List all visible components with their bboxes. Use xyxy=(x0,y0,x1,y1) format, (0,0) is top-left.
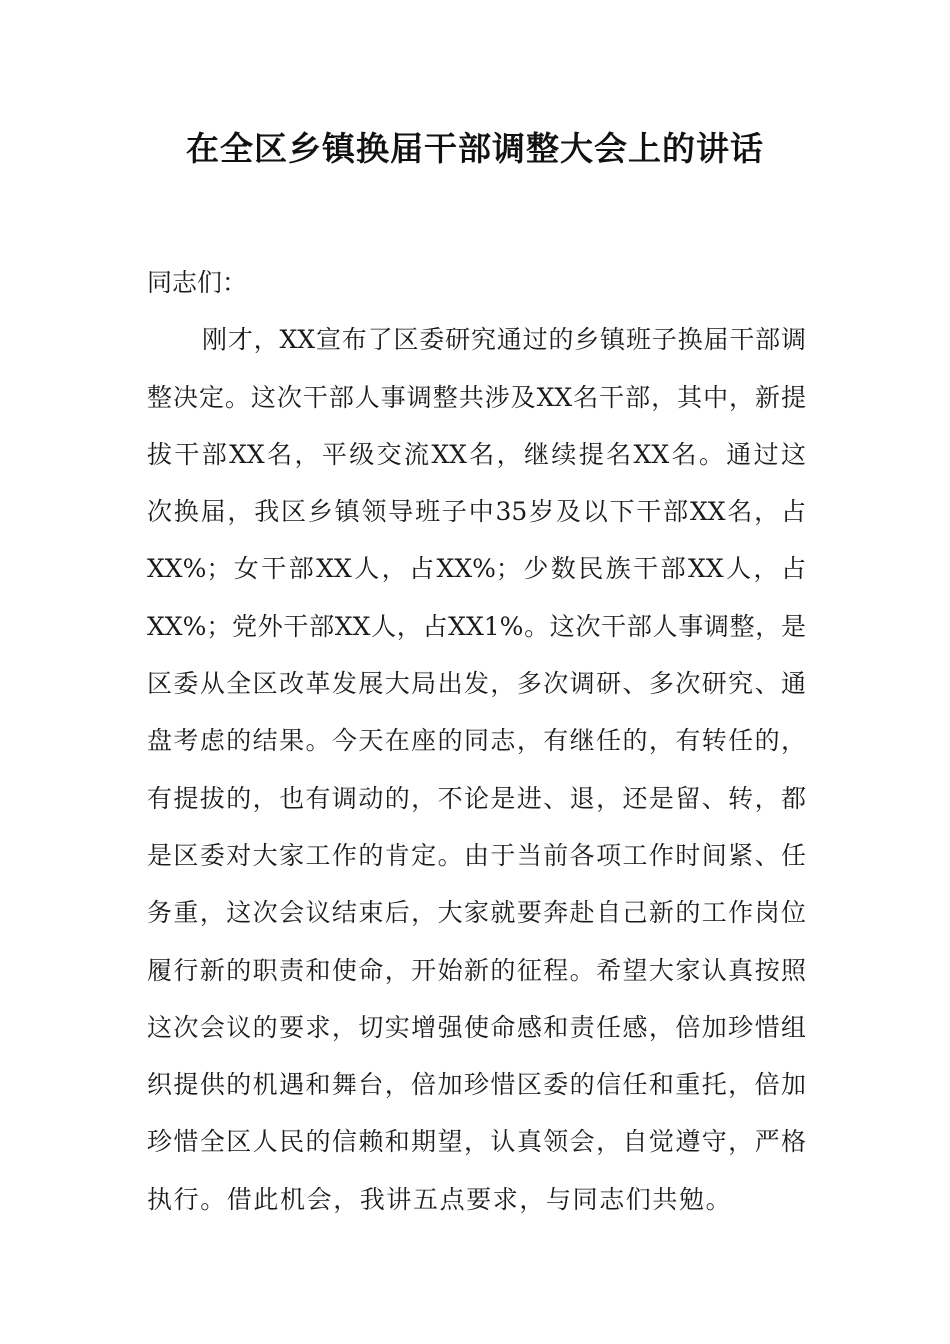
salutation: 同志们： xyxy=(147,268,248,297)
paragraph-line: 整决定。这次干部人事调整共涉及XX名干部，其中，新提 xyxy=(147,382,806,412)
paragraph-line: 是区委对大家工作的肯定。由于当前各项工作时间紧、任 xyxy=(147,840,806,870)
paragraph-line: 执行。借此机会，我讲五点要求，与同志们共勉。 xyxy=(147,1184,733,1214)
paragraph-line: XX%；党外干部XX人，占XX1%。这次干部人事调整，是 xyxy=(147,611,806,641)
paragraph-line: 务重，这次会议结束后，大家就要奔赴自己新的工作岗位 xyxy=(147,898,806,928)
paragraph-line: 盘考虑的结果。今天在座的同志，有继任的，有转任的， xyxy=(147,726,806,756)
paragraph-line: XX%；女干部XX人，占XX%；少数民族干部XX人，占 xyxy=(147,554,806,584)
document-title: 在全区乡镇换届干部调整大会上的讲话 xyxy=(186,129,764,168)
paragraph-line: 区委从全区改革发展大局出发，多次调研、多次研究、通 xyxy=(147,669,806,699)
paragraph-line: 这次会议的要求，切实增强使命感和责任感，倍加珍惜组 xyxy=(147,1012,806,1042)
paragraph-line: 珍惜全区人民的信赖和期望，认真领会，自觉遵守，严格 xyxy=(147,1127,806,1157)
paragraph-line: 履行新的职责和使命，开始新的征程。希望大家认真按照 xyxy=(147,955,806,985)
paragraph-line: 拔干部XX名，平级交流XX名，继续提名XX名。通过这 xyxy=(147,439,806,469)
paragraph-line: 刚才，XX宣布了区委研究通过的乡镇班子换届干部调 xyxy=(202,325,806,355)
paragraph-line: 次换届，我区乡镇领导班子中35岁及以下干部XX名，占 xyxy=(147,497,806,527)
paragraph-line: 织提供的机遇和舞台，倍加珍惜区委的信任和重托，倍加 xyxy=(147,1070,806,1100)
paragraph-line: 有提拔的，也有调动的，不论是进、退，还是留、转，都 xyxy=(147,783,806,813)
document-body xyxy=(147,254,806,1228)
